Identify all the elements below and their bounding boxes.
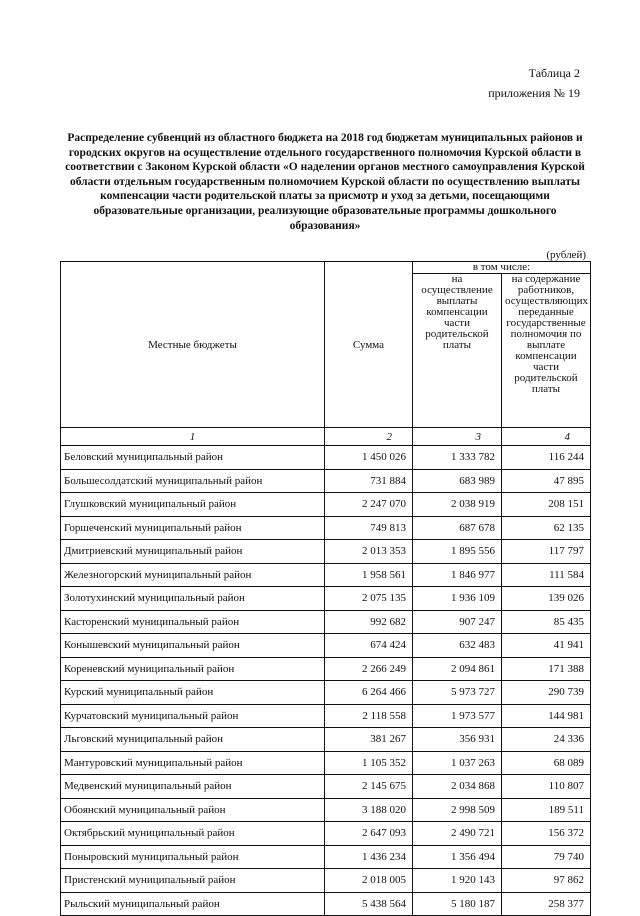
payment-cell: 2 998 509	[413, 798, 502, 822]
table-row	[61, 822, 591, 846]
district-name-cell: Мантуровский муниципальный район	[61, 751, 325, 775]
staff-cell: 290 739	[502, 681, 591, 705]
payment-cell: 2 034 868	[413, 775, 502, 799]
header-payment: на осуществление выплаты компенсации части родительской платы	[413, 274, 502, 428]
sum-cell: 2 647 093	[325, 822, 413, 846]
staff-cell: 189 511	[502, 798, 591, 822]
payment-cell: 1 333 782	[413, 446, 502, 470]
sum-cell: 2 247 070	[325, 493, 413, 517]
district-name-cell: Октябрьский муниципальный район	[61, 822, 325, 846]
document-title: Распределение субвенций из областного бюджета на 2018 год бюджетам муниципальных районов и городских округов на осуществление отдельного государственного полномочия Курской области в соответствии с Законом Курской области «О наделении органов местного самоуправления Курской области отдельным государственным полномочием Курской области по осуществлению выплаты компенсации части родительской платы за присмотр и уход за детьми, посещающими образовательные организации, реализующие образовательные программы дошкольного образования»	[65, 132, 585, 232]
sum-cell: 1 958 561	[325, 563, 413, 587]
district-name-cell: Пристенский муниципальный район	[61, 869, 325, 893]
unit-note: (рублей)	[546, 249, 586, 261]
column-number: 1	[61, 428, 325, 446]
table-row	[61, 610, 591, 634]
header-local-budgets: Местные бюджеты	[61, 262, 325, 428]
staff-cell: 85 435	[502, 610, 591, 634]
column-number: 4	[502, 428, 591, 446]
staff-cell: 144 981	[502, 704, 591, 728]
sum-cell: 2 118 558	[325, 704, 413, 728]
subvention-table	[60, 261, 591, 916]
table-row	[61, 540, 591, 564]
district-name-cell: Поныровский муниципальный район	[61, 845, 325, 869]
table-row	[61, 587, 591, 611]
payment-cell: 5 180 187	[413, 892, 502, 916]
payment-cell: 632 483	[413, 634, 502, 658]
sum-cell: 2 075 135	[325, 587, 413, 611]
table-row	[61, 704, 591, 728]
payment-cell: 2 490 721	[413, 822, 502, 846]
table-row	[61, 728, 591, 752]
column-number: 2	[325, 428, 413, 446]
payment-cell: 1 936 109	[413, 587, 502, 611]
payment-cell: 683 989	[413, 469, 502, 493]
sum-cell: 674 424	[325, 634, 413, 658]
table-row	[61, 798, 591, 822]
table-row	[61, 845, 591, 869]
sum-cell: 3 188 020	[325, 798, 413, 822]
staff-cell: 41 941	[502, 634, 591, 658]
sum-cell: 2 018 005	[325, 869, 413, 893]
district-name-cell: Глушковский муниципальный район	[61, 493, 325, 517]
table-row	[61, 657, 591, 681]
sum-cell: 1 450 026	[325, 446, 413, 470]
sum-cell: 749 813	[325, 516, 413, 540]
staff-cell: 24 336	[502, 728, 591, 752]
staff-cell: 171 388	[502, 657, 591, 681]
staff-cell: 111 584	[502, 563, 591, 587]
table-row	[61, 681, 591, 705]
staff-cell: 79 740	[502, 845, 591, 869]
table-row	[61, 493, 591, 517]
table-row	[61, 775, 591, 799]
table-row	[61, 751, 591, 775]
payment-cell: 2 094 861	[413, 657, 502, 681]
sum-cell: 5 438 564	[325, 892, 413, 916]
column-number: 3	[413, 428, 502, 446]
district-name-cell: Льговский муниципальный район	[61, 728, 325, 752]
sum-cell: 992 682	[325, 610, 413, 634]
district-name-cell: Беловский муниципальный район	[61, 446, 325, 470]
district-name-cell: Золотухинский муниципальный район	[61, 587, 325, 611]
column-number-row	[61, 428, 591, 446]
district-name-cell: Дмитриевский муниципальный район	[61, 540, 325, 564]
district-name-cell: Горшеченский муниципальный район	[61, 516, 325, 540]
header-staff: на содержание работников, осуществляющих переданные государственные полномочия по выплате компенсации части родительской платы	[502, 274, 591, 428]
table-row	[61, 469, 591, 493]
sum-cell: 1 105 352	[325, 751, 413, 775]
payment-cell: 1 920 143	[413, 869, 502, 893]
payment-cell: 1 037 263	[413, 751, 502, 775]
district-name-cell: Медвенский муниципальный район	[61, 775, 325, 799]
staff-cell: 97 862	[502, 869, 591, 893]
table-row	[61, 563, 591, 587]
payment-cell: 2 038 919	[413, 493, 502, 517]
sum-cell: 381 267	[325, 728, 413, 752]
district-name-cell: Кореневский муниципальный район	[61, 657, 325, 681]
table-row	[61, 446, 591, 470]
staff-cell: 116 244	[502, 446, 591, 470]
sum-cell: 6 264 466	[325, 681, 413, 705]
payment-cell: 1 356 494	[413, 845, 502, 869]
sum-cell: 731 884	[325, 469, 413, 493]
staff-cell: 110 807	[502, 775, 591, 799]
table-row	[61, 869, 591, 893]
payment-cell: 907 247	[413, 610, 502, 634]
district-name-cell: Курчатовский муниципальный район	[61, 704, 325, 728]
district-name-cell: Касторенский муниципальный район	[61, 610, 325, 634]
payment-cell: 1 846 977	[413, 563, 502, 587]
staff-cell: 68 089	[502, 751, 591, 775]
district-name-cell: Обоянский муниципальный район	[61, 798, 325, 822]
staff-cell: 139 026	[502, 587, 591, 611]
staff-cell: 208 151	[502, 493, 591, 517]
staff-cell: 62 135	[502, 516, 591, 540]
header-including: в том числе:	[413, 262, 591, 274]
payment-cell: 1 973 577	[413, 704, 502, 728]
table-number: Таблица 2	[528, 66, 580, 80]
staff-cell: 47 895	[502, 469, 591, 493]
payment-cell: 356 931	[413, 728, 502, 752]
district-name-cell: Курский муниципальный район	[61, 681, 325, 705]
payment-cell: 5 973 727	[413, 681, 502, 705]
payment-cell: 1 895 556	[413, 540, 502, 564]
district-name-cell: Большесолдатский муниципальный район	[61, 469, 325, 493]
table-row	[61, 516, 591, 540]
sum-cell: 2 013 353	[325, 540, 413, 564]
district-name-cell: Конышевский муниципальный район	[61, 634, 325, 658]
staff-cell: 117 797	[502, 540, 591, 564]
district-name-cell: Рыльский муниципальный район	[61, 892, 325, 916]
payment-cell: 687 678	[413, 516, 502, 540]
sum-cell: 1 436 234	[325, 845, 413, 869]
table-row	[61, 892, 591, 916]
header-sum: Сумма	[325, 262, 413, 428]
staff-cell: 156 372	[502, 822, 591, 846]
appendix-number: приложения № 19	[488, 86, 580, 100]
staff-cell: 258 377	[502, 892, 591, 916]
table-row	[61, 634, 591, 658]
sum-cell: 2 145 675	[325, 775, 413, 799]
district-name-cell: Железногорский муниципальный район	[61, 563, 325, 587]
sum-cell: 2 266 249	[325, 657, 413, 681]
